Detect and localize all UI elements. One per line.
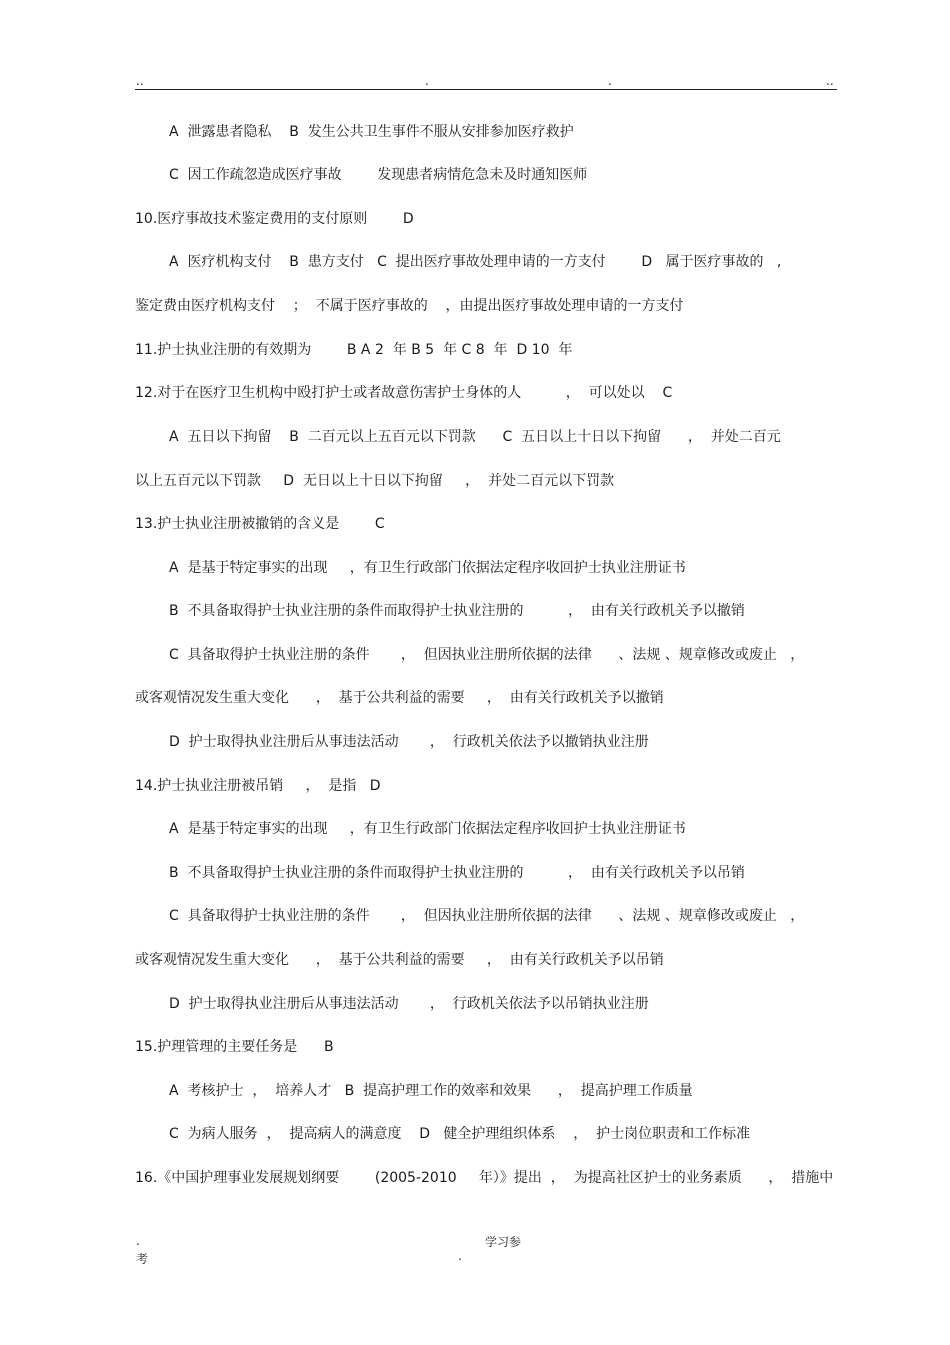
footer-center-text: 学习参 (485, 1235, 522, 1249)
text-line: A 泄露患者隐私 B 发生公共卫生事件不服从安排参加医疗救护 (169, 124, 574, 140)
text-line: B 不具备取得护士执业注册的条件而取得护士执业注册的 ， 由有关行政机关予以吊销 (169, 865, 745, 881)
text-line: D 护士取得执业注册后从事违法活动 ， 行政机关依法予以吊销执业注册 (169, 996, 649, 1012)
text-line: D 护士取得执业注册后从事违法活动 ， 行政机关依法予以撤销执业注册 (169, 734, 649, 750)
footer-right-dot: . (458, 1249, 462, 1263)
text-line: 或客观情况发生重大变化 ， 基于公共利益的需要 ， 由有关行政机关予以撤销 (135, 690, 664, 706)
question-line: 15.护理管理的主要任务是 B (135, 1039, 334, 1055)
text-line: C 为病人服务 ， 提高病人的满意度 D 健全护理组织体系 ， 护士岗位职责和工作标准 (169, 1126, 751, 1142)
text-line: C 因工作疏忽造成医疗事故 发现患者病情危急未及时通知医师 (169, 167, 588, 183)
header-rule (135, 89, 837, 90)
question-line: 13.护士执业注册被撤销的含义是 C (135, 516, 385, 532)
text-line: 鉴定费由医疗机构支付 ； 不属于医疗事故的 ，由提出医疗事故处理申请的一方支付 (135, 298, 684, 314)
header-dots-left: .. (136, 74, 144, 88)
question-line: 14.护士执业注册被吊销 ， 是指 D (135, 778, 381, 794)
question-line: 11.护士执业注册的有效期为 B A 2 年 B 5 年 C 8 年 D 10 年 (135, 342, 573, 358)
question-line: 16.《中国护理事业发展规划纲要 (2005-2010 年）》提出 ， 为提高社区护士的业务素质 ， 措施中 (135, 1170, 834, 1186)
footer-left-dot: . (136, 1234, 140, 1248)
footer-left-char: 考 (136, 1252, 149, 1266)
text-line: B 不具备取得护士执业注册的条件而取得护士执业注册的 ， 由有关行政机关予以撤销 (169, 603, 745, 619)
text-line: A 是基于特定事实的出现 ，有卫生行政部门依据法定程序收回护士执业注册证书 (169, 821, 686, 837)
text-line: A 考核护士 ， 培养人才 B 提高护理工作的效率和效果 ， 提高护理工作质量 (169, 1083, 693, 1099)
text-line: C 具备取得护士执业注册的条件 ， 但因执业注册所依据的法律 、法规 、规章修改或废止 ， (169, 647, 805, 663)
text-line: A 五日以下拘留 B 二百元以上五百元以下罚款 C 五日以上十日以下拘留 ， 并处二百元 (169, 429, 781, 445)
text-line: 以上五百元以下罚款 D 无日以上十日以下拘留 ， 并处二百元以下罚款 (135, 473, 615, 489)
text-line: 或客观情况发生重大变化 ， 基于公共利益的需要 ， 由有关行政机关予以吊销 (135, 952, 664, 968)
question-line: 12.对于在医疗卫生机构中殴打护士或者故意伤害护士身体的人 ， 可以处以 C (135, 385, 673, 401)
header-dot-mid2: . (608, 74, 612, 88)
text-line: C 具备取得护士执业注册的条件 ， 但因执业注册所依据的法律 、法规 、规章修改或废止 ， (169, 908, 805, 924)
header-dots-right: .. (826, 74, 834, 88)
text-line: A 医疗机构支付 B 患方支付 C 提出医疗事故处理申请的一方支付 D 属于医疗事故的 , (169, 254, 782, 270)
header-dot-mid1: . (425, 74, 429, 88)
text-line: A 是基于特定事实的出现 ，有卫生行政部门依据法定程序收回护士执业注册证书 (169, 560, 686, 576)
question-line: 10.医疗事故技术鉴定费用的支付原则 D (135, 211, 414, 227)
